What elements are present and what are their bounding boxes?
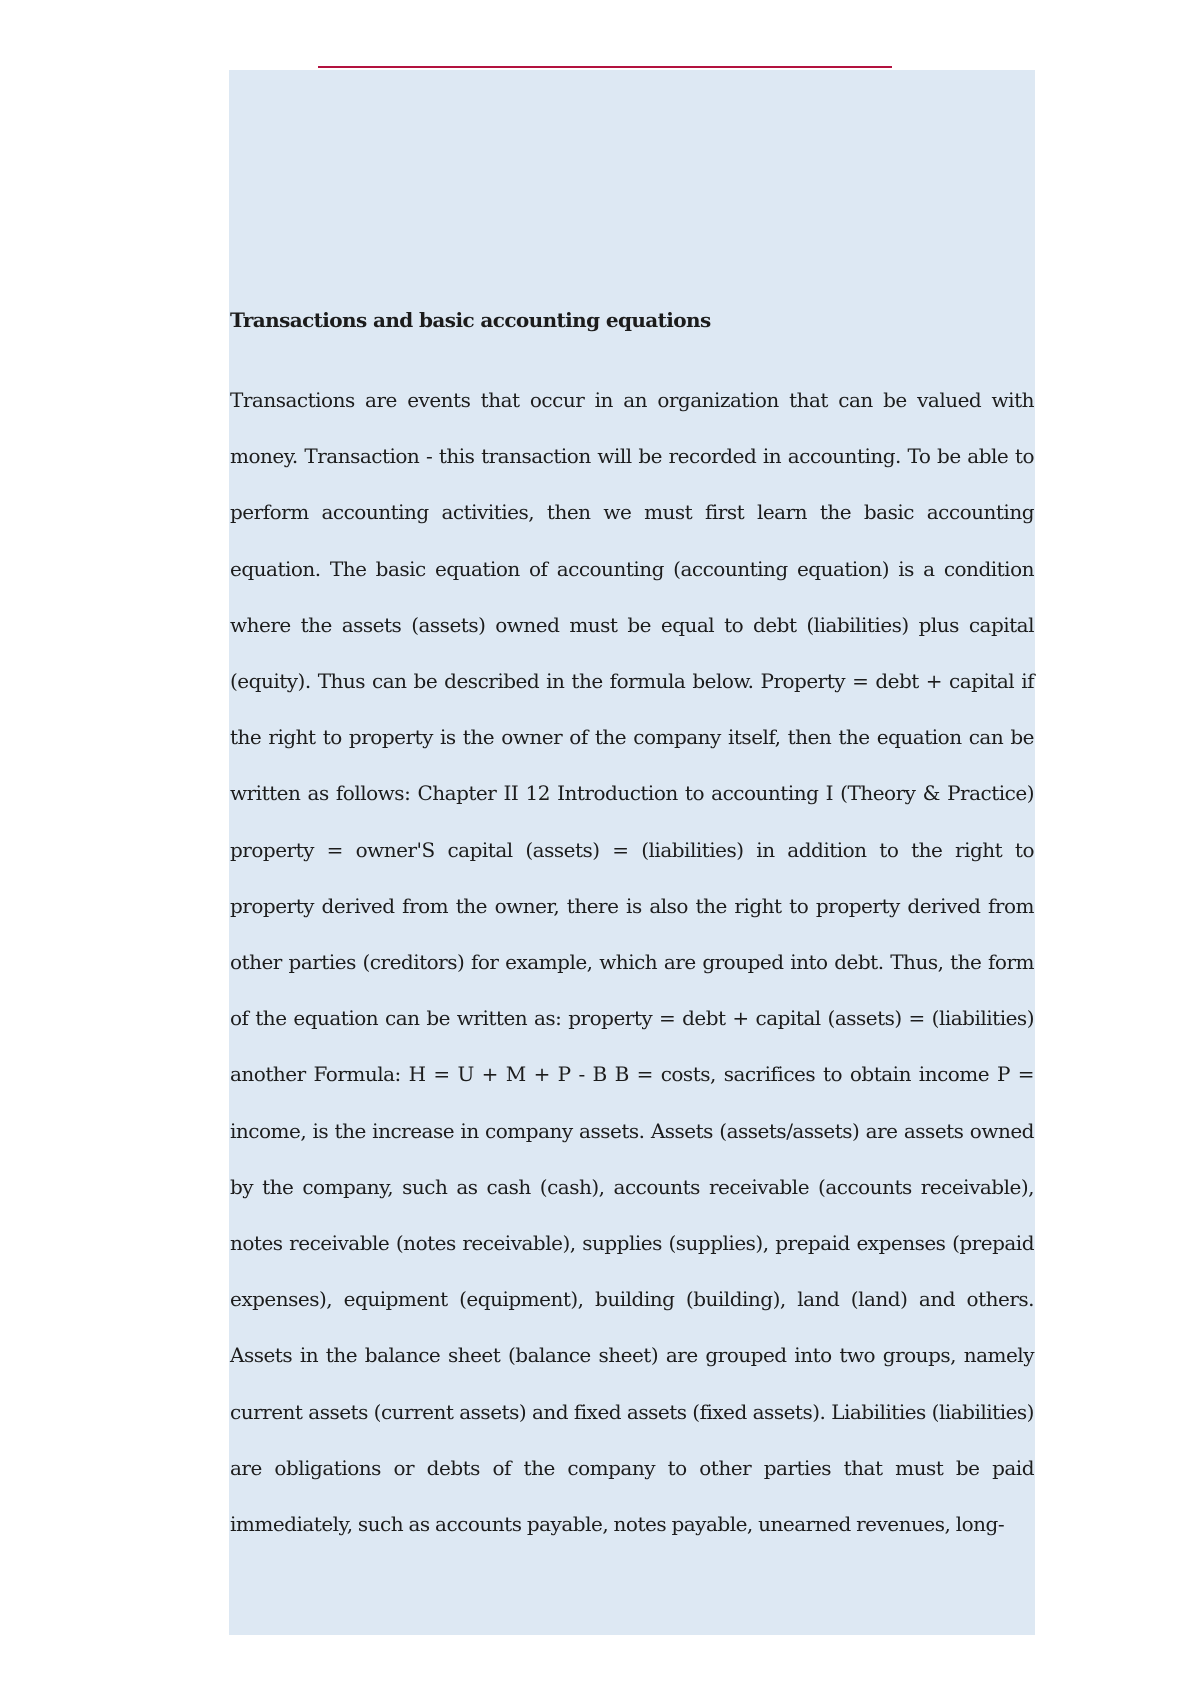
section-heading: Transactions and basic accounting equations [230,308,711,332]
header-rule [318,66,892,68]
body-paragraph: Transactions are events that occur in an organization that can be valued with money. Transaction - this transaction will be recorded in accounting. To be able to perform accounting activities, then we must first learn the basic accounting equation. The basic equation of accounting (accounting equation) is a condition where the assets (assets) owned must be equal to debt (liabilities) plus capital (equity). Thus can be described in the formula below. Property = debt + capital if the right to property is the owner of the company itself, then the equation can be written as follows: Chapter II 12 Introduction to accounting I (Theory & Practice) property = owner'S capital (assets) = (liabilities) in addition to the right to property derived from the owner, there is also the right to property derived from other parties (creditors) for example, which are grouped into debt. Thus, the form of the equation can be written as: property = debt + capital (assets) = (liabilities) another Formula: H = U + M + P - B B = costs, sacrifices to obtain income P = income, is the increase in company assets. Assets (assets/assets) are assets owned by the company, such as cash (cash), accounts receivable (accounts receivable), notes receivable (notes receivable), supplies (supplies), prepaid expenses (prepaid expenses), equipment (equipment), building (building), land (land) and others. Assets in the balance sheet (balance sheet) are grouped into two groups, namely current assets (current assets) and fixed assets (fixed assets). Liabilities (liabilities) are obligations or debts of the company to other parties that must be paid immediately, such as accounts payable, notes payable, unearned revenues, long- [230,388,1034,1537]
document-content [230,300,1034,1552]
